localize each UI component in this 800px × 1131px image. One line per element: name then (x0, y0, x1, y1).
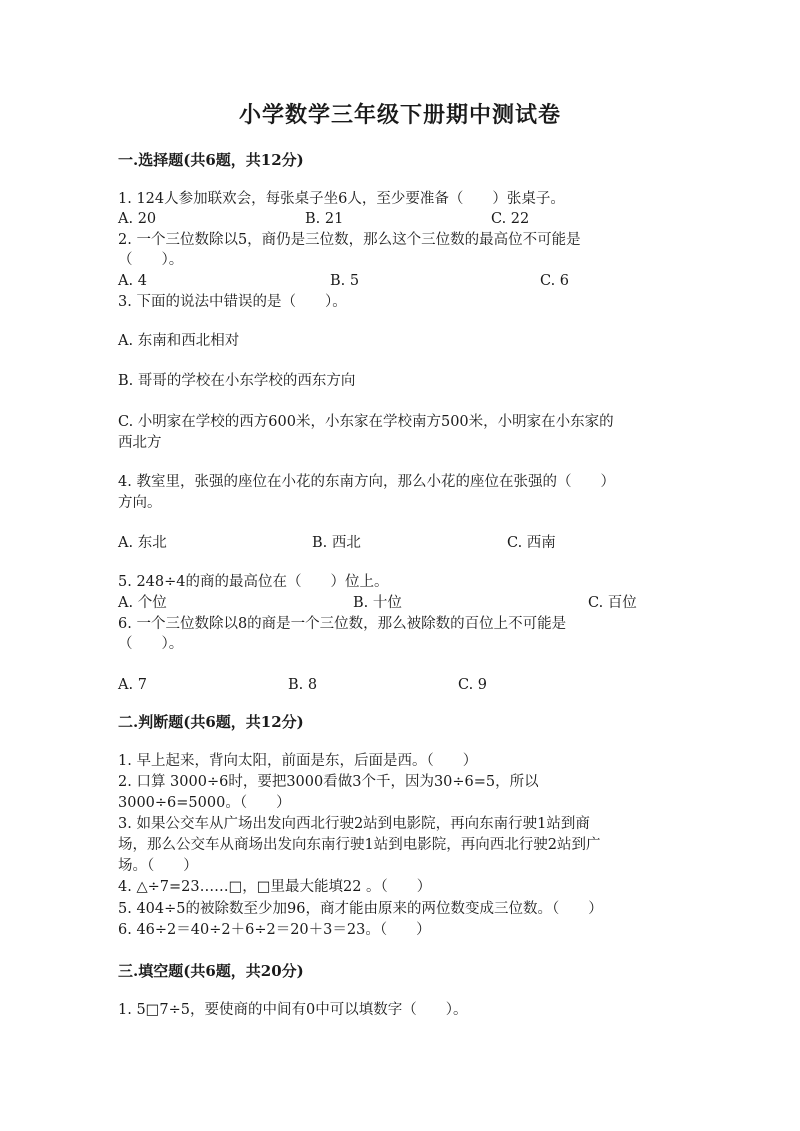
page-title: 小学数学三年级下册期中测试卷 (238, 102, 561, 128)
option-a: A. 个位 (118, 595, 167, 611)
fill-question-1: 1. 5□7÷5，要使商的中间有0中可以填数字（ ）。 (118, 1002, 468, 1018)
question-text: 3. 下面的说法中错误的是（ ）。 (118, 294, 347, 310)
option-c: C. 小明家在学校的西方600米，小东家在学校南方500米，小明家在小东家的 (118, 414, 614, 430)
option-b: B. 十位 (353, 595, 402, 611)
option-a: A. 东北 (118, 535, 167, 551)
statement-2: 2. 口算 3000÷6时，要把3000看做3个千，因为30÷6=5，所以 (118, 774, 539, 790)
question-text: 5. 248÷4的商的最高位在（ ）位上。 (118, 574, 389, 590)
option-a: A. 东南和西北相对 (118, 333, 240, 349)
statement-3: 3. 如果公交车从广场出发向西北行驶2站到电影院，再向东南行驶1站到商 (118, 816, 590, 832)
question-text: 4. 教室里，张强的座位在小花的东南方向，那么小花的座位在张强的（ ） (118, 474, 615, 490)
statement-1: 1. 早上起来，背向太阳，前面是东，后面是西。（ ） (118, 753, 478, 769)
question-text-cont: （ ）。 (118, 636, 184, 652)
statement-2-cont: 3000÷6=5000。（ ） (118, 795, 291, 811)
option-a: A. 4 (118, 273, 147, 289)
option-b: B. 西北 (312, 535, 361, 551)
statement-3-cont2: 场。（ ） (118, 858, 198, 874)
option-a: A. 7 (118, 677, 147, 693)
section-heading-judge: 二.判断题(共6题，共12分) (118, 713, 304, 731)
question-text: 2. 一个三位数除以5，商仍是三位数，那么这个三位数的最高位不可能是 (118, 232, 581, 248)
option-b: B. 哥哥的学校在小东学校的西东方向 (118, 373, 356, 389)
question-text: 6. 一个三位数除以8的商是一个三位数，那么被除数的百位上不可能是 (118, 616, 567, 632)
option-b: B. 21 (305, 211, 344, 227)
option-c-cont: 西北方 (118, 435, 162, 451)
section-heading-fill: 三.填空题(共6题，共20分) (118, 962, 304, 980)
option-c: C. 9 (458, 677, 488, 693)
option-b: B. 8 (288, 677, 318, 693)
option-c: C. 6 (540, 273, 570, 289)
statement-3-cont: 场，那么公交车从商场出发向东南行驶1站到电影院，再向西北行驶2站到广 (118, 837, 601, 853)
option-c: C. 22 (491, 211, 530, 227)
section-heading-choice: 一.选择题(共6题，共12分) (118, 151, 304, 169)
option-a: A. 20 (118, 211, 157, 227)
option-c: C. 百位 (588, 595, 637, 611)
question-text: 1. 124人参加联欢会，每张桌子坐6人，至少要准备（ ）张桌子。 (118, 191, 565, 207)
option-c: C. 西南 (507, 535, 556, 551)
question-text-cont: 方向。 (118, 495, 162, 511)
statement-5: 5. 404÷5的被除数至少加96，商才能由原来的两位数变成三位数。（ ） (118, 901, 603, 917)
question-text-cont: （ ）。 (118, 252, 184, 268)
statement-6: 6. 46÷2＝40÷2＋6÷2＝20＋3＝23。（ ） (118, 922, 431, 938)
option-b: B. 5 (330, 273, 360, 289)
statement-4: 4. △÷7=23……□，□里最大能填22 。（ ） (118, 879, 432, 895)
